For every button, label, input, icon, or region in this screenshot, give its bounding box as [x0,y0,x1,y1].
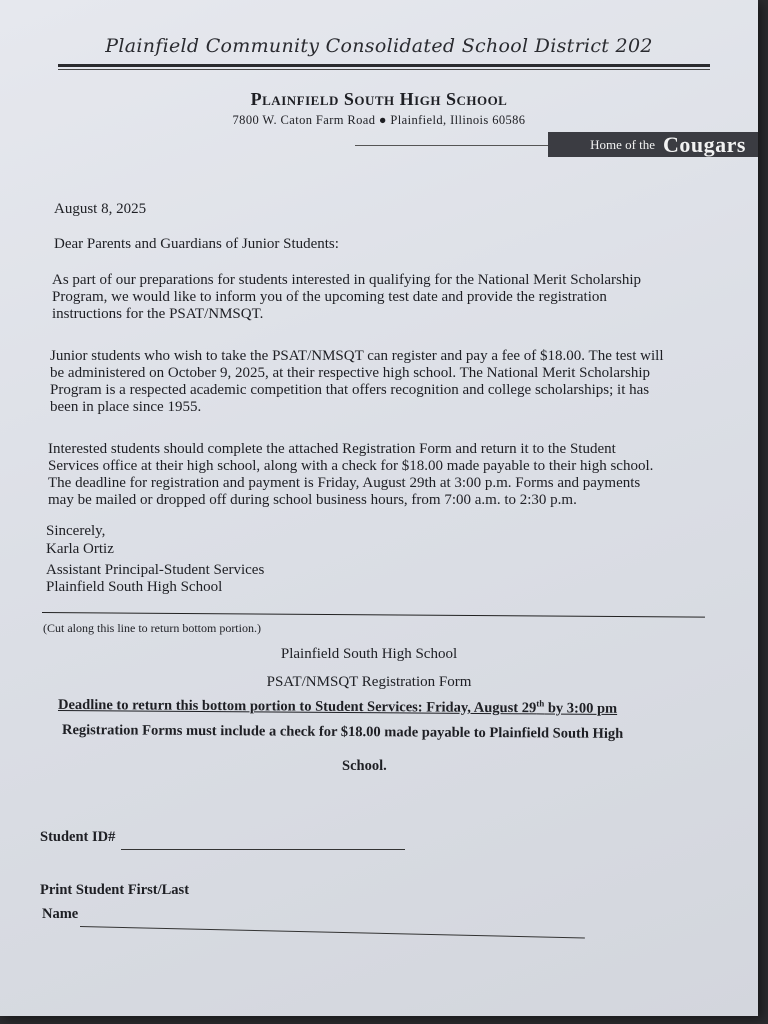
deadline-main: Deadline to return this bottom portion to Student Services: Friday, August 29 [57,696,537,717]
name-label: Name [42,906,79,922]
signer-title: Assistant Principal-Student Services [46,562,265,578]
cut-line [42,612,705,618]
paragraph-2-line: Program is a respected academic competition that offers recognition and college scholarships; it has [50,382,650,398]
paragraph-1-line: instructions for the PSAT/NMSQT. [52,306,264,322]
paragraph-2-line: been in place since 1955. [50,399,202,415]
paragraph-2-line: Junior students who wish to take the PSAT/NMSQT can register and pay a fee of $18.00. The test will [50,348,664,364]
deadline-note [58,695,617,718]
paragraph-1-line: As part of our preparations for students interested in qualifying for the National Merit Scholarship [52,272,642,288]
banner-prefix: Home of the [590,136,656,152]
paragraph-2-line: be administered on October 9, 2025, at their respective high school. The National Merit Scholarship [50,365,650,381]
name-field[interactable] [80,926,585,938]
mascot-banner [548,132,758,157]
deadline-end: by 3:00 pm [544,700,618,717]
header-rule [58,64,710,67]
student-id-field[interactable] [121,849,405,850]
print-name-label: Print Student First/Last [40,882,190,898]
form-school: Plainfield South High School [280,646,458,662]
salutation: Dear Parents and Guardians of Junior Students: [54,236,339,252]
paragraph-1-line: Program, we would like to inform you of the upcoming test date and provide the registration [52,289,607,305]
closing: Sincerely, [46,523,106,539]
cut-note: (Cut along this line to return bottom portion.) [43,621,261,635]
signer-school: Plainfield South High School [46,579,223,595]
banner-rule [355,145,550,146]
deadline-sup: th [536,698,545,709]
school-name: Plainfield South High School [250,89,508,109]
letter-date: August 8, 2025 [54,201,147,217]
signer-name: Karla Ortiz [46,541,114,557]
banner-team: Cougars [663,131,746,157]
form-title: PSAT/NMSQT Registration Form [266,674,472,690]
payment-note: Registration Forms must include a check for $18.00 made payable to Plainfield South High [61,722,624,742]
paragraph-3-line: Interested students should complete the attached Registration Form and return it to the Student [48,441,616,457]
school-address: 7800 W. Caton Farm Road ● Plainfield, Illinois 60586 [232,113,526,127]
paragraph-3-line: The deadline for registration and payment is Friday, August 29th at 3:00 p.m. Forms and payments [48,475,641,491]
header-rule-thin [58,69,710,70]
payment-note-cont: School. [342,758,387,774]
paragraph-3-line: Services office at their high school, along with a check for $18.00 made payable to their high school. [48,458,654,474]
paragraph-3-line: may be mailed or dropped off during school business hours, from 7:00 a.m. to 2:30 p.m. [48,492,577,508]
student-id-label: Student ID# [40,829,116,845]
district-name: Plainfield Community Consolidated School District 202 [105,35,653,57]
